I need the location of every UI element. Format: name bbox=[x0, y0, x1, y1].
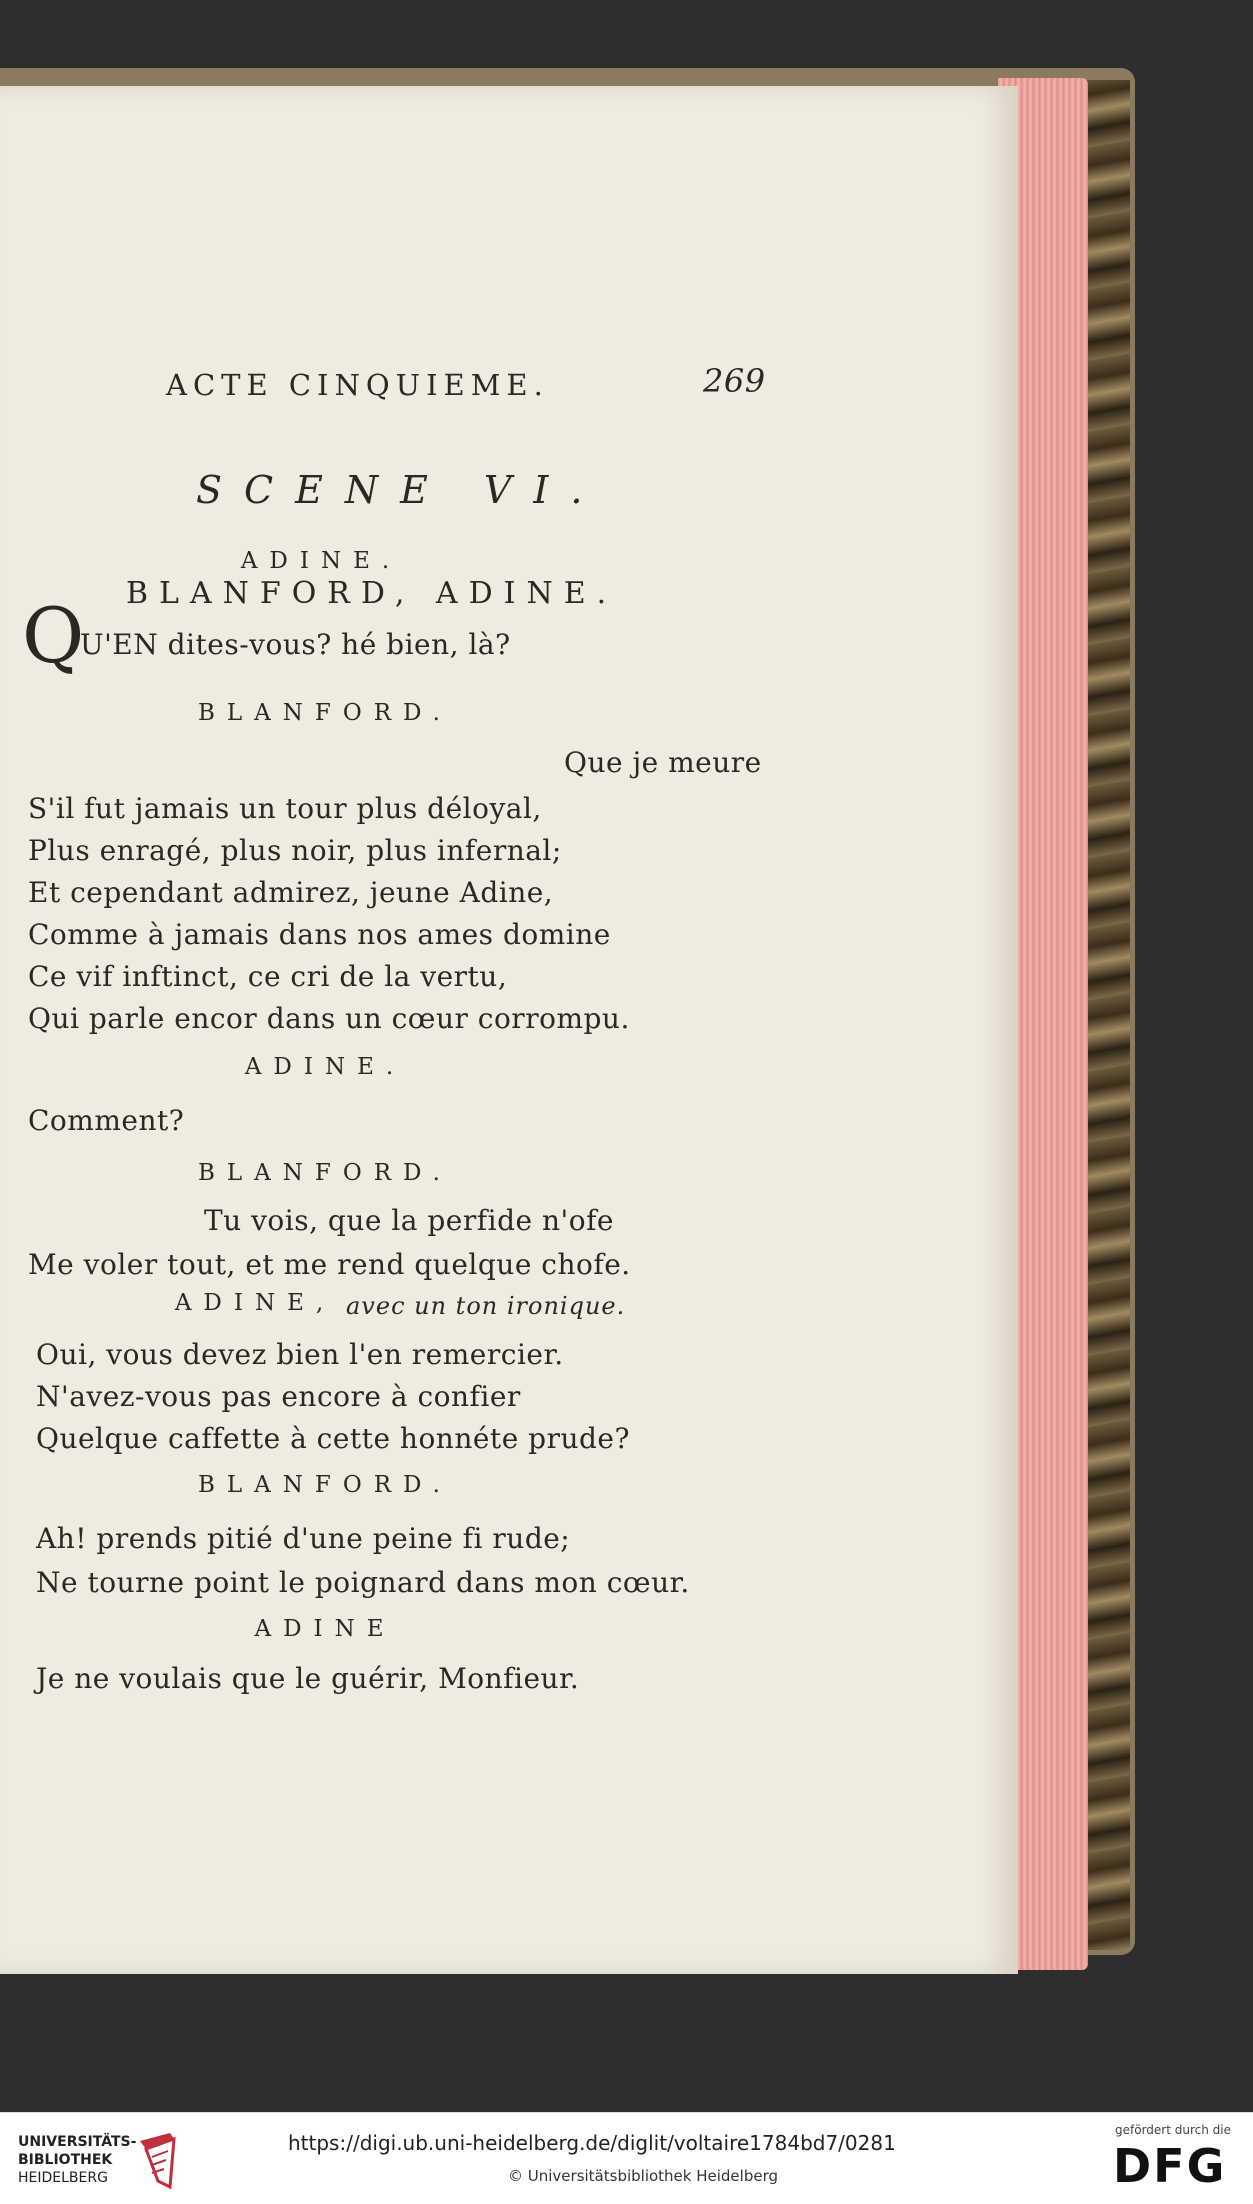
library-name-line1: UNIVERSITÄTS- bbox=[18, 2134, 137, 2150]
verse-line: N'avez-vous pas encore à confier bbox=[36, 1380, 521, 1413]
verse-line: S'il fut jamais un tour plus déloyal, bbox=[28, 792, 542, 825]
permalink-url[interactable]: https://digi.ub.uni-heidelberg.de/diglit/voltaire1784bd7/0281 bbox=[288, 2131, 896, 2155]
verse-line: Tu vois, que la perfide n'ofe bbox=[204, 1204, 614, 1237]
copyright-notice: © Universitätsbibliothek Heidelberg bbox=[508, 2167, 779, 2185]
library-name-line2: BIBLIOTHEK bbox=[18, 2152, 113, 2168]
verse-line: U'EN dites-vous? hé bien, là? bbox=[80, 628, 511, 661]
verse-line: Oui, vous devez bien l'en remercier. bbox=[36, 1338, 564, 1371]
verse-line: Ce vif inftinct, ce cri de la vertu, bbox=[28, 960, 508, 993]
scene-characters: BLANFORD, ADINE. bbox=[126, 576, 618, 611]
scene-title: SCENE VI. bbox=[196, 468, 605, 512]
speaker-name: ADINE. bbox=[240, 548, 402, 574]
funder-note: gefördert durch die bbox=[1115, 2123, 1231, 2137]
viewer-footer bbox=[0, 2112, 1253, 2204]
stage-direction: avec un ton ironique. bbox=[346, 1292, 626, 1320]
page-number: 269 bbox=[703, 362, 766, 400]
verse-line: Quelque caffette à cette honnéte prude? bbox=[36, 1422, 631, 1455]
library-name-line3: HEIDELBERG bbox=[18, 2170, 108, 2186]
drop-cap: Q bbox=[22, 591, 85, 680]
verse-line: Comme à jamais dans nos ames domine bbox=[28, 918, 611, 951]
speaker-name: ADINE, bbox=[174, 1290, 336, 1316]
speaker-name: ADINE. bbox=[244, 1054, 406, 1080]
verse-line: Me voler tout, et me rend quelque chofe. bbox=[28, 1248, 631, 1281]
verse-line: Qui parle encor dans un cœur corrompu. bbox=[28, 1002, 630, 1035]
verse-line: Ah! prends pitié d'une peine fi rude; bbox=[36, 1522, 571, 1555]
library-emblem-icon bbox=[130, 2131, 190, 2191]
speaker-name: BLANFORD. bbox=[198, 1160, 452, 1186]
speaker-name: ADINE bbox=[254, 1616, 396, 1642]
dfg-logo[interactable]: DFG bbox=[1113, 2139, 1227, 2193]
verse-line: Que je meure bbox=[564, 746, 762, 779]
verse-line: Et cependant admirez, jeune Adine, bbox=[28, 876, 554, 909]
verse-line: Ne tourne point le poignard dans mon cœur. bbox=[36, 1566, 690, 1599]
speaker-name: BLANFORD. bbox=[198, 1472, 452, 1498]
verse-line: Comment? bbox=[28, 1104, 185, 1137]
verse-line: Plus enragé, plus noir, plus infernal; bbox=[28, 834, 562, 867]
speaker-name: BLANFORD. bbox=[198, 700, 452, 726]
verse-line: Je ne voulais que le guérir, Monfieur. bbox=[36, 1662, 580, 1695]
running-title: ACTE CINQUIEME. bbox=[166, 368, 549, 402]
library-logo[interactable] bbox=[18, 2131, 218, 2191]
book-page bbox=[0, 86, 1018, 1974]
